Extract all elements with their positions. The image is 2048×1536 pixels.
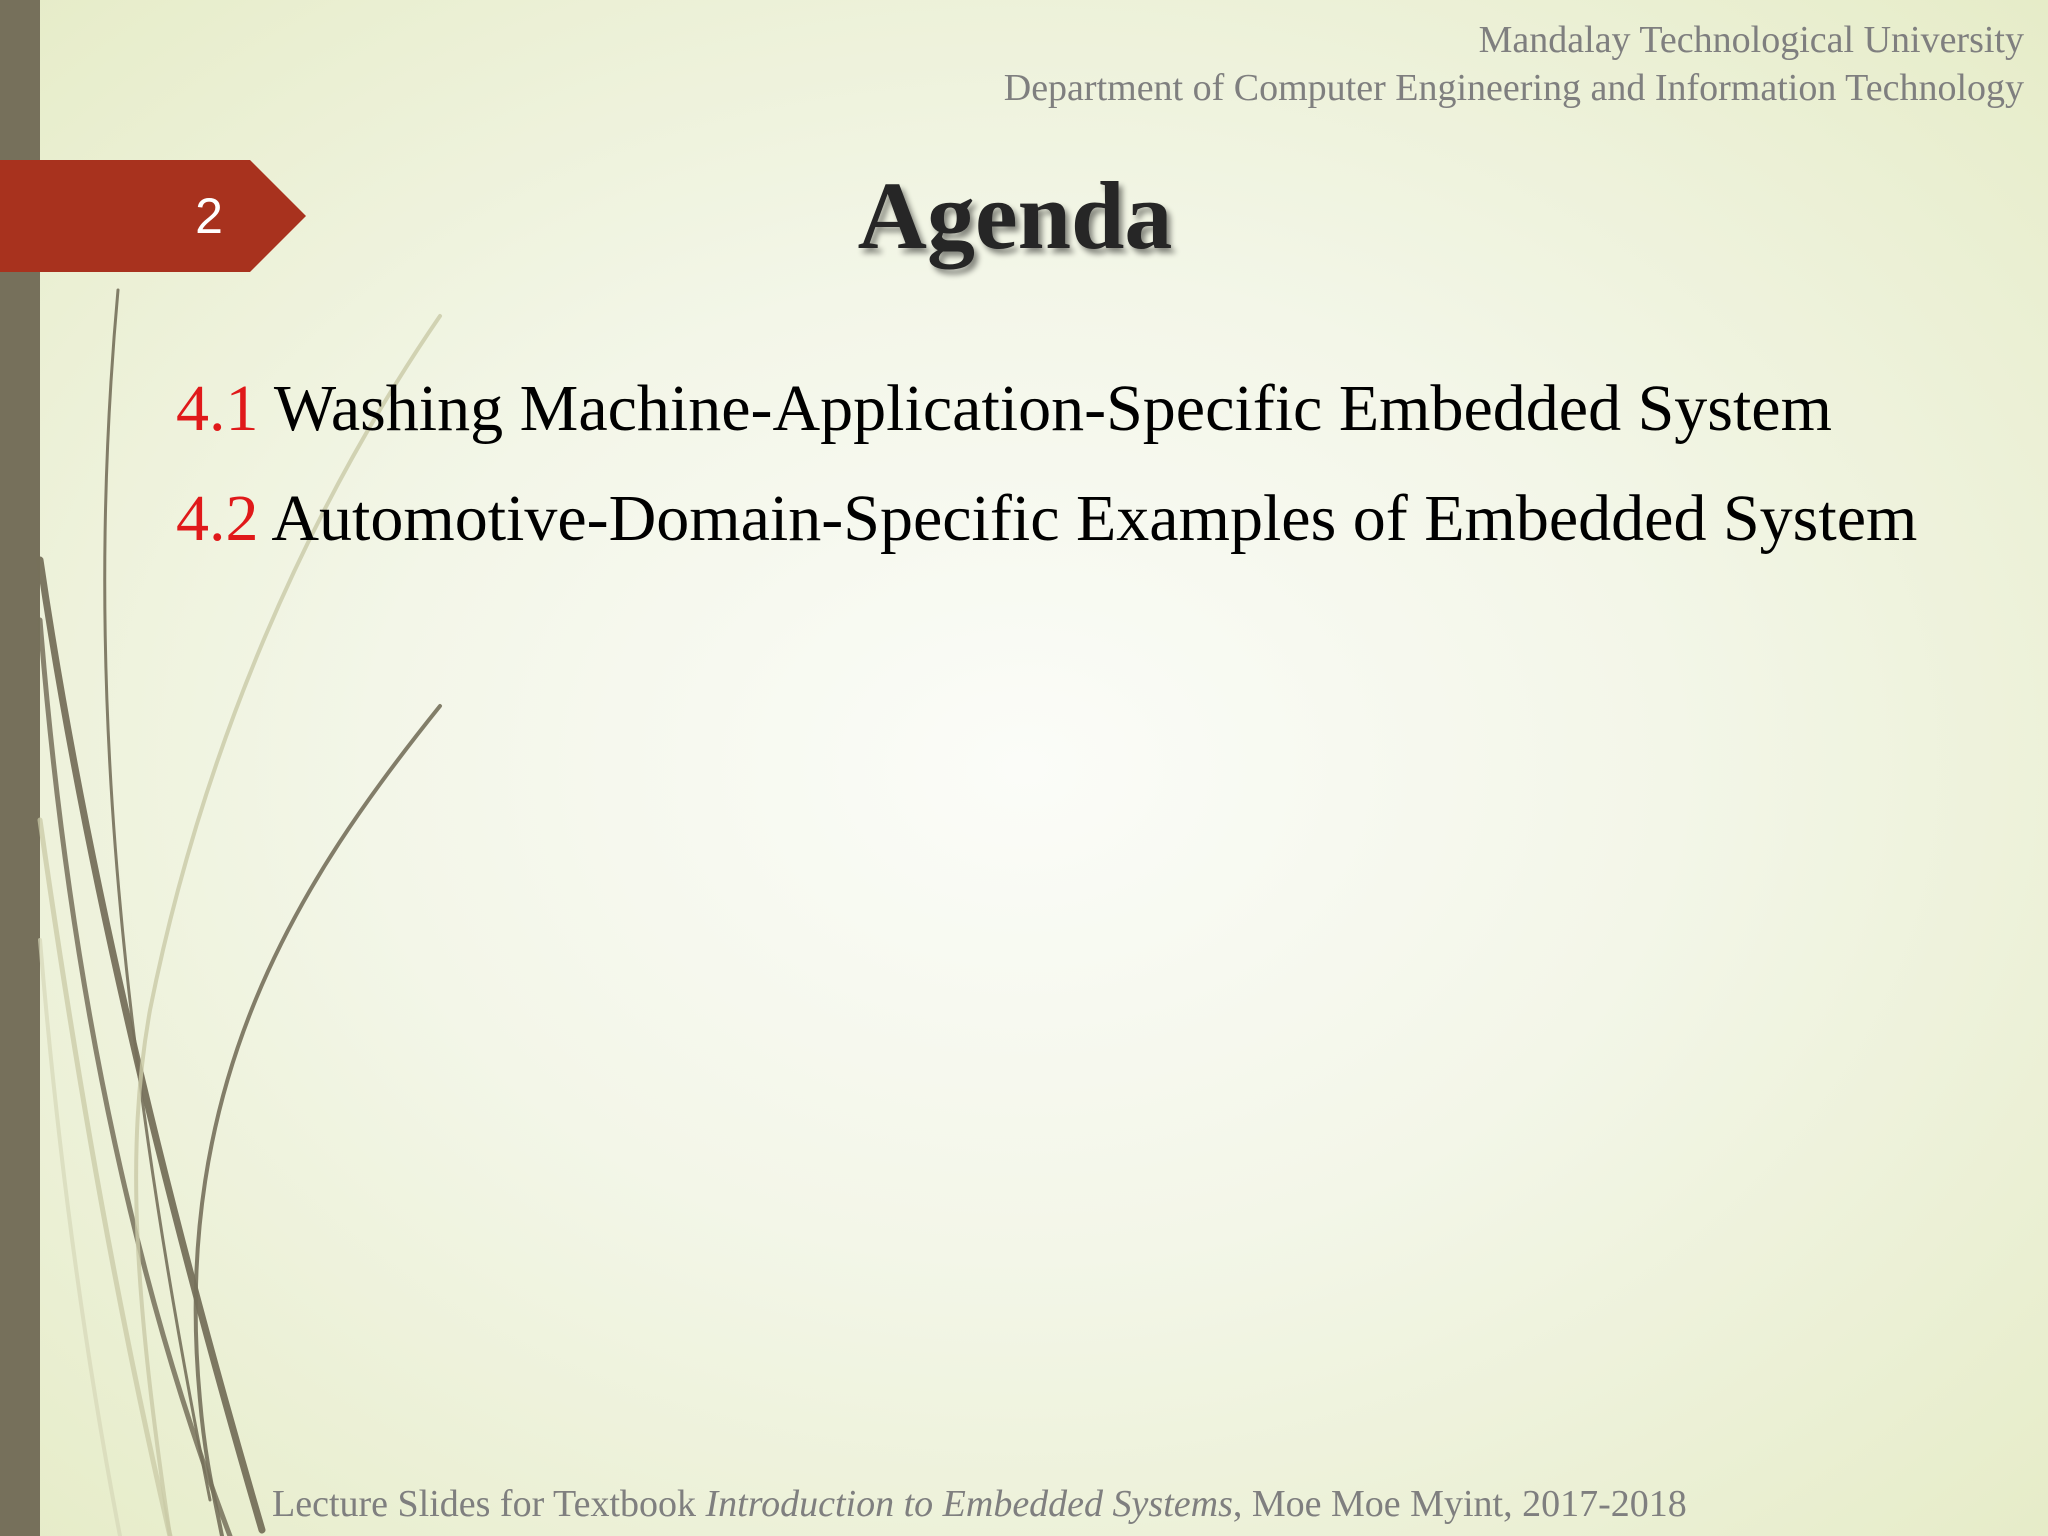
agenda-item-text: Automotive-Domain-Specific Examples of Embedded System (271, 482, 1918, 555)
footer-prefix: Lecture Slides for Textbook (272, 1483, 706, 1525)
slide-number: 2 (195, 188, 223, 244)
agenda-item (176, 368, 1936, 450)
slide-title: Agenda (857, 162, 1173, 269)
department-name: Department of Computer Engineering and Information Technology (1003, 67, 2024, 109)
footer-book-title: Introduction to Embedded Systems (705, 1483, 1233, 1525)
footer-suffix: , Moe Moe Myint, 2017-2018 (1232, 1483, 1687, 1525)
agenda-item-text: Washing Machine-Application-Specific Embedded System (273, 372, 1832, 445)
footer-citation (272, 1480, 1872, 1528)
agenda-item-number: 4.1 (176, 372, 274, 445)
agenda-item (176, 478, 1936, 560)
university-name: Mandalay Technological University (1478, 19, 2024, 61)
agenda-item-number: 4.2 (176, 482, 272, 555)
agenda-list (176, 368, 1936, 588)
header-affiliation (1004, 16, 2024, 112)
